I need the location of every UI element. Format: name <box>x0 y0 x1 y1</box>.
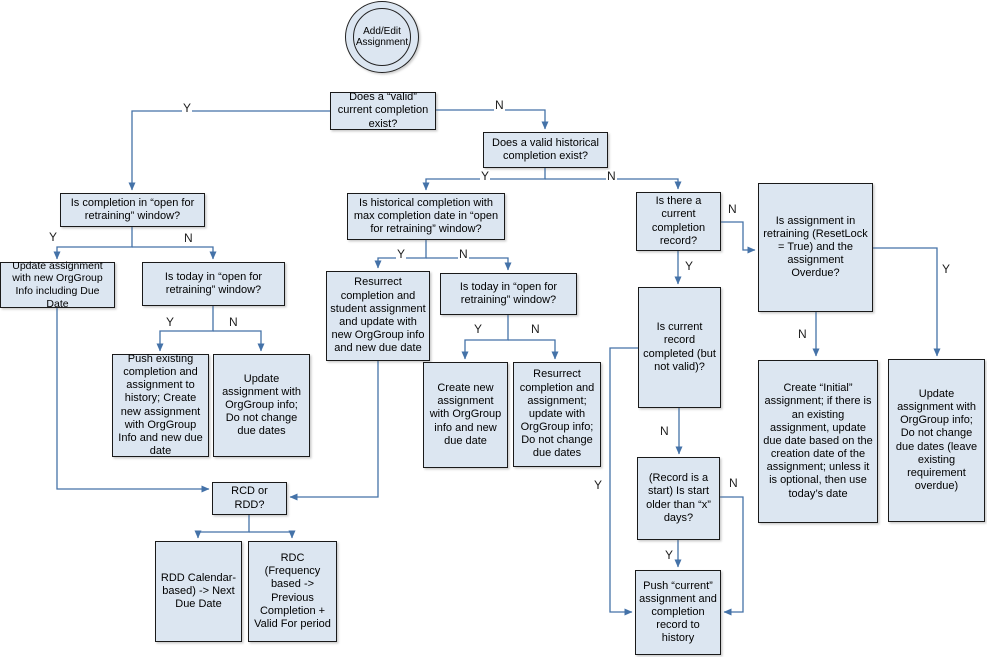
decision-completion-in-retraining-window: Is completion in “open for retraining” window? <box>60 193 205 227</box>
branch-label-d1-no: N <box>495 98 504 112</box>
branch-label-d5-yes: Y <box>397 247 406 261</box>
action-rdd-calendar-based: RDD Calendar-based) -> Next Due Date <box>155 541 242 642</box>
action-rdc-frequency-based: RDC (Frequency based -> Previous Completion + Valid For period <box>248 541 337 642</box>
branch-label-d6-no: N <box>728 202 737 216</box>
decision-historical-max-completion-in-window: Is historical completion with max completion date in “open for retraining” window? <box>347 193 505 240</box>
decision-valid-current-completion: Does a “valid” current completion exist? <box>330 92 436 130</box>
action-resurrect-completion-assignment: Resurrect completion and assignment; update with OrgGroup info; Do not change due dates <box>513 362 601 467</box>
branch-label-d4-no: N <box>229 315 238 329</box>
branch-label-d1-yes: Y <box>183 101 192 115</box>
branch-label-d6-yes: Y <box>685 259 694 273</box>
decision-rcd-or-rdd: RCD or RDD? <box>212 482 287 515</box>
branch-label-d9-yes: Y <box>942 262 951 276</box>
decision-current-completion-record: Is there a current completion record? <box>636 192 721 251</box>
branch-label-d7-no: N <box>531 322 540 336</box>
decision-start-older-than-x-days: (Record is a start) Is start older than “x” days? <box>637 457 720 540</box>
decision-assignment-in-retraining-overdue: Is assignment in retraining (ResetLock = True) and the assignment Overdue? <box>758 183 873 312</box>
branch-label-d8-no: N <box>660 424 669 438</box>
decision-current-record-completed-not-valid: Is current record completed (but not valid)? <box>638 287 721 408</box>
action-update-orggroup-keep-dates: Update assignment with OrgGroup info; Do not change due dates <box>213 354 310 457</box>
branch-label-d7-yes: Y <box>474 322 483 336</box>
action-update-assignment-new-orggroup-due-date: Update assignment with new OrgGroup Info including Due Date <box>0 262 115 308</box>
action-push-current-to-history: Push “current” assignment and completion record to history <box>635 570 721 655</box>
branch-label-d2-no: N <box>184 231 193 245</box>
branch-label-d3-yes: Y <box>481 169 490 183</box>
action-resurrect-completion-student-assignment: Resurrect completion and student assignment and update with new OrgGroup info and new due date <box>326 271 430 361</box>
branch-label-d2-yes: Y <box>49 230 58 244</box>
branch-label-d10-no: N <box>729 476 738 490</box>
branch-label-d10-yes: Y <box>665 548 674 562</box>
start-node-label: Add/Edit Assignment <box>355 25 409 48</box>
action-create-initial-assignment: Create “Initial” assignment; if there is an existing assignment, update due date based on the creation date of the assignment; unless it is optional, then use today’s date <box>758 360 878 523</box>
action-update-orggroup-leave-overdue: Update assignment with OrgGroup info; Do not change due dates (leave existing requirement overdue) <box>888 359 985 522</box>
branch-label-d4-yes: Y <box>166 315 175 329</box>
branch-label-d9-no: N <box>798 327 807 341</box>
action-create-new-assignment-orggroup: Create new assignment with OrgGroup info and new due date <box>423 362 508 468</box>
branch-label-d5-no: N <box>459 247 468 261</box>
start-node-inner-ring <box>353 8 411 66</box>
decision-today-in-retraining-window-left: Is today in “open for retraining” window? <box>142 262 285 306</box>
decision-valid-historical-completion: Does a valid historical completion exist? <box>483 132 608 168</box>
decision-today-in-retraining-window-mid: Is today in “open for retraining” window? <box>440 273 577 315</box>
branch-label-d8-yes: Y <box>594 478 603 492</box>
start-node-add-edit-assignment <box>345 1 419 73</box>
action-push-existing-completion-create-new: Push existing completion and assignment to history; Create new assignment with OrgGroup Info and new due date <box>112 354 209 457</box>
branch-label-d3-no: N <box>607 169 616 183</box>
